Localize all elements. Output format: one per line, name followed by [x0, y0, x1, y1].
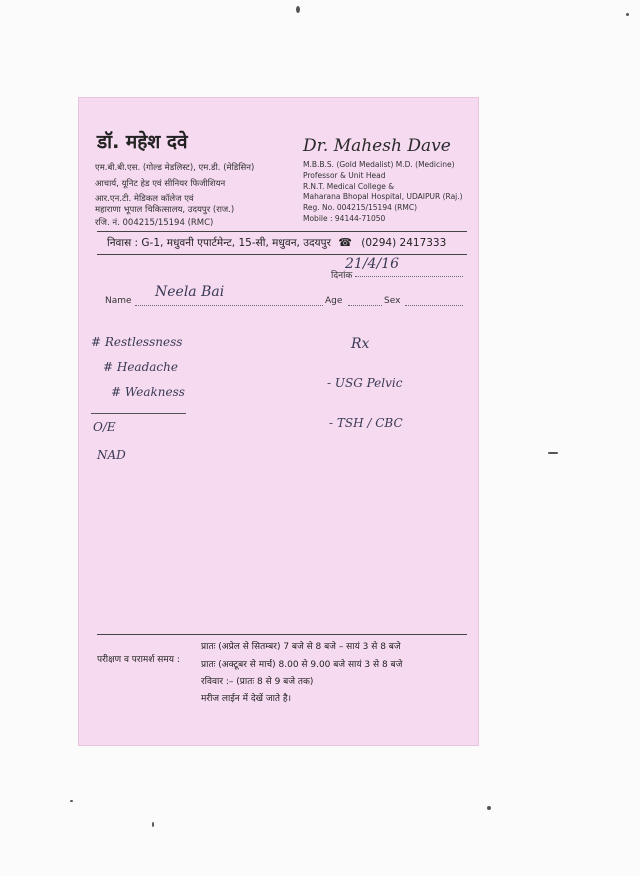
residence-address	[107, 236, 446, 250]
scan-speck	[626, 13, 629, 16]
english-qualification-line: Maharana Bhopal Hospital, UDAIPUR (Raj.)	[303, 192, 463, 201]
address-divider	[97, 254, 467, 255]
name-label: Name	[105, 296, 132, 306]
address-text: निवास : G-1, मधुवनी एपार्टमेन्ट, 15-सी, मधुवन, उदयपुर	[107, 237, 331, 249]
english-qualification-line: R.N.T. Medical College &	[303, 182, 395, 191]
handwritten-underline	[91, 413, 186, 414]
english-mobile-line: Mobile : 94144-71050	[303, 214, 386, 223]
doctor-name-english: Dr. Mahesh Dave	[303, 136, 451, 156]
name-dotted-line	[135, 305, 323, 306]
rx-symbol: Rx	[351, 336, 370, 352]
sunday-timing: रविवार :– (प्रातः 8 से 9 बजे तक)	[201, 677, 314, 687]
hindi-qualification-line: एम.बी.बी.एस. (गोल्ड मेडलिस्ट), एम.डी. (मेडिसिन)	[95, 163, 255, 173]
phone-icon: ☎	[338, 236, 352, 249]
english-reg-line: Reg. No. 004215/15194 (RMC)	[303, 203, 418, 212]
scan-speck	[548, 452, 558, 454]
date-label: दिनांक	[331, 271, 353, 281]
advice-item: - USG Pelvic	[327, 376, 403, 390]
complaint-item: # Headache	[103, 360, 178, 374]
age-label: Age	[325, 296, 343, 306]
english-qualification-line: Professor & Unit Head	[303, 171, 386, 180]
hindi-reg-line: रजि. नं. 004215/15194 (RMC)	[95, 218, 214, 228]
timing-line: प्रातः (अक्टूबर से मार्च) 8.00 से 9.00 बजे सायं 3 से 8 बजे	[201, 660, 403, 670]
sex-dotted-line	[405, 305, 463, 306]
timing-line: प्रातः (अप्रेल से सितम्बर) 7 बजे से 8 बजे – सायं 3 से 8 बजे	[201, 642, 401, 652]
doctor-name-hindi: डॉ. महेश दवे	[97, 131, 188, 153]
complaint-item: # Weakness	[111, 385, 185, 399]
queue-note: मरीज लाईन में देखें जाते है।	[201, 694, 292, 704]
advice-item: - TSH / CBC	[329, 416, 403, 430]
exam-label: O/E	[93, 420, 116, 434]
footer-divider	[97, 634, 467, 635]
complaint-item: # Restlessness	[91, 335, 183, 349]
scan-speck	[152, 822, 154, 827]
consultation-label: परीक्षण व परामर्श समय :	[97, 655, 180, 665]
date-value: 21/4/16	[345, 256, 399, 272]
english-qualification-line: M.B.B.S. (Gold Medalist) M.D. (Medicine)	[303, 160, 455, 169]
hindi-qualification-line: महाराणा भूपाल चिकित्सालय, उदयपुर (राज.)	[95, 205, 235, 215]
scan-speck	[70, 800, 73, 802]
date-dotted-line	[355, 276, 463, 277]
header-divider	[97, 231, 467, 232]
patient-name: Neela Bai	[155, 284, 225, 300]
hindi-qualification-line: आचार्य, यूनिट हेड एवं सीनियर फिजीशियन	[95, 179, 226, 189]
sex-label: Sex	[384, 296, 401, 306]
scan-speck	[296, 6, 300, 13]
phone-number: (0294) 2417333	[361, 237, 447, 249]
hindi-qualification-line: आर.एन.टी. मेडिकल कॉलेज एवं	[95, 194, 194, 204]
exam-finding: NAD	[97, 448, 126, 462]
prescription-sheet	[78, 97, 479, 746]
age-dotted-line	[348, 305, 382, 306]
scan-speck	[487, 806, 491, 810]
